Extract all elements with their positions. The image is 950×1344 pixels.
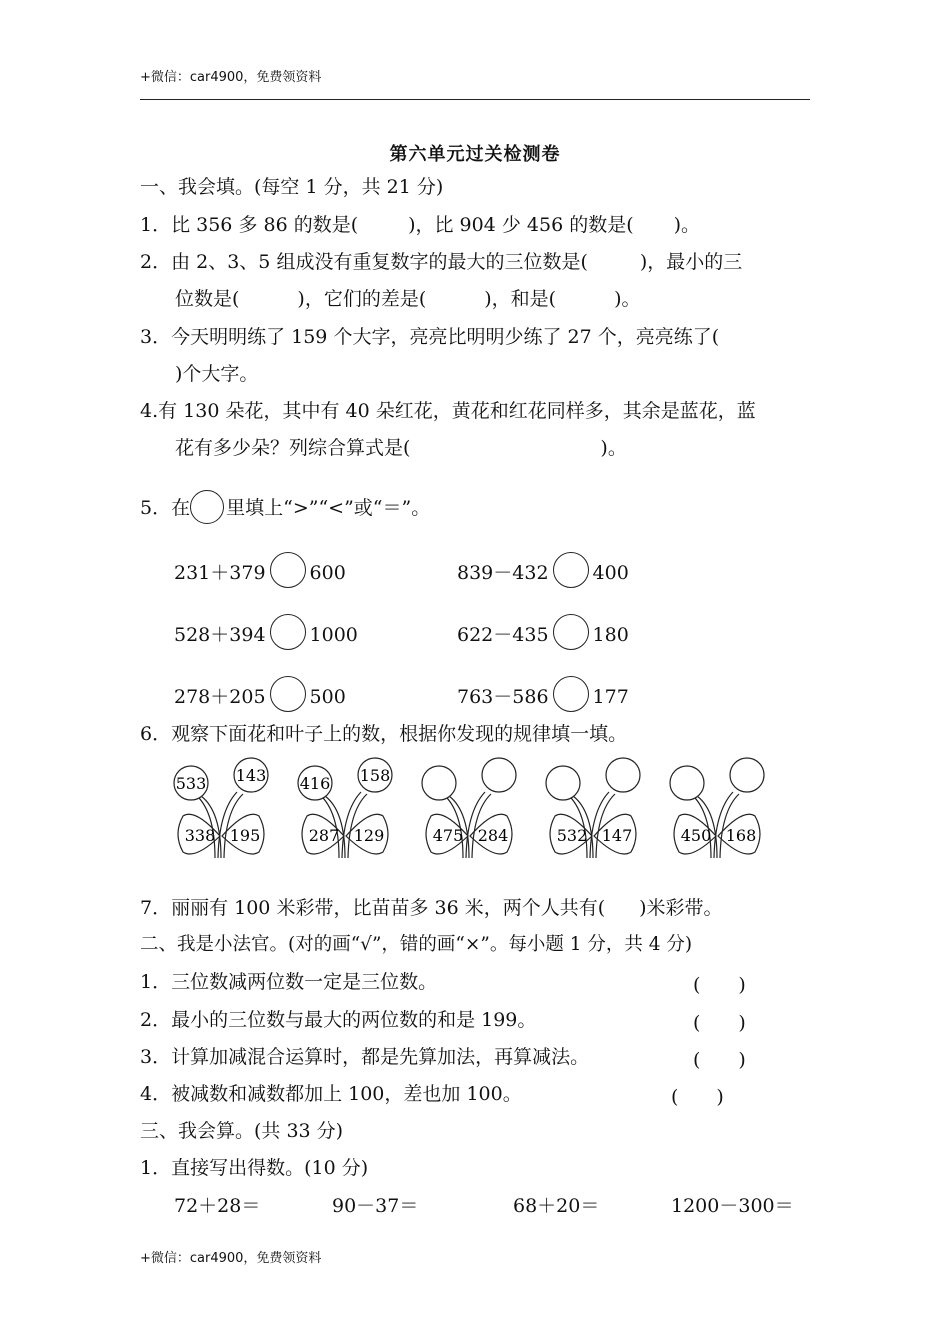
flower-2-left-leaf-value: 287 bbox=[308, 826, 340, 845]
q2-text-e: )，和是( bbox=[484, 288, 557, 310]
flower-5-right-leaf-value: 168 bbox=[725, 826, 757, 845]
q-num: 4． bbox=[140, 1083, 172, 1105]
flower-1-left-leaf-value: 338 bbox=[184, 826, 216, 845]
flower-pattern-figure bbox=[165, 756, 805, 866]
calc-expr: 72＋28＝ bbox=[174, 1195, 261, 1217]
q-num: 2． bbox=[140, 1009, 172, 1031]
expression: 622－435 bbox=[457, 624, 549, 646]
compare-row-3-left bbox=[174, 676, 346, 720]
q-num: 1． bbox=[140, 971, 172, 993]
value: 400 bbox=[592, 562, 629, 584]
q4-text-c: )。 bbox=[600, 437, 627, 459]
q4-text-b: 花有多少朵？列综合算式是( bbox=[175, 437, 411, 459]
q2-text-b: )，最小的三 bbox=[639, 251, 743, 273]
q-num: 5． bbox=[140, 497, 172, 519]
expression: 839－432 bbox=[457, 562, 549, 584]
compare-row-1-right bbox=[457, 552, 629, 596]
expression: 763－586 bbox=[457, 686, 549, 708]
question-2-line1 bbox=[140, 250, 742, 274]
flower-5-left-leaf-value: 450 bbox=[680, 826, 712, 845]
question-1 bbox=[140, 213, 700, 237]
compare-row-3-right bbox=[457, 676, 629, 720]
flower-2-left-blossom-value: 416 bbox=[299, 774, 331, 793]
judge-text: 计算加减混合运算时，都是先算加法，再算减法。 bbox=[171, 1046, 590, 1068]
question-3-line2: )个大字。 bbox=[175, 363, 259, 385]
expression: 278＋205 bbox=[174, 686, 266, 708]
judge-answer-paren[interactable]: ( ) bbox=[671, 1086, 724, 1108]
flower-3-right-leaf-value: 284 bbox=[477, 826, 509, 845]
q-num: 4. bbox=[140, 400, 159, 422]
judge-item-2 bbox=[140, 1008, 536, 1032]
flower-5-right-blossom bbox=[730, 758, 764, 792]
header-watermark: +微信：car4900，免费领资料 bbox=[140, 70, 322, 85]
flower-1-right-leaf-value: 195 bbox=[229, 826, 261, 845]
question-7 bbox=[140, 896, 723, 920]
footer-watermark: +微信：car4900，免费领资料 bbox=[140, 1251, 322, 1266]
compare-circle[interactable] bbox=[270, 552, 306, 588]
flower-3-left-leaf-value: 475 bbox=[432, 826, 464, 845]
flower-3-left-blossom bbox=[422, 766, 456, 800]
q-num: 1． bbox=[140, 214, 172, 236]
value: 500 bbox=[309, 686, 346, 708]
flower-4-left-leaf-value: 532 bbox=[556, 826, 588, 845]
q1-text-b: )，比 904 少 456 的数是( bbox=[408, 214, 634, 236]
question-2-line2 bbox=[175, 287, 641, 311]
value: 1000 bbox=[309, 624, 358, 646]
question-6 bbox=[140, 722, 627, 746]
flower-1-right-blossom-value: 143 bbox=[235, 766, 267, 785]
header-rule bbox=[140, 99, 810, 100]
value: 180 bbox=[592, 624, 629, 646]
calc-expr: 68＋20＝ bbox=[513, 1195, 600, 1217]
q-num: 7． bbox=[140, 897, 172, 919]
judge-text: 三位数减两位数一定是三位数。 bbox=[171, 971, 438, 993]
judge-item-4 bbox=[140, 1082, 522, 1106]
q6-text: 观察下面花和叶子上的数，根据你发现的规律填一填。 bbox=[171, 723, 628, 745]
compare-row-2-left bbox=[174, 614, 358, 658]
compare-row-2-right bbox=[457, 614, 629, 658]
q5-text-b: 里填上“>”“<”或“＝”。 bbox=[226, 497, 431, 519]
section1-heading: 一、我会填。(每空 1 分，共 21 分) bbox=[140, 176, 444, 198]
q-num: 3． bbox=[140, 326, 172, 348]
value: 177 bbox=[592, 686, 629, 708]
question-4-line1 bbox=[140, 399, 756, 423]
judge-answer-paren[interactable]: ( ) bbox=[693, 974, 746, 996]
q-num: 6． bbox=[140, 723, 172, 745]
flower-4-left-blossom bbox=[546, 766, 580, 800]
flower-5-left-blossom bbox=[670, 766, 704, 800]
judge-text: 最小的三位数与最大的两位数的和是 199。 bbox=[171, 1009, 537, 1031]
q2-text-d: )，它们的差是( bbox=[297, 288, 427, 310]
q-num: 3． bbox=[140, 1046, 172, 1068]
compare-circle[interactable] bbox=[553, 552, 589, 588]
flower-4-right-leaf-value: 147 bbox=[601, 826, 633, 845]
judge-item-1 bbox=[140, 970, 437, 994]
compare-circle[interactable] bbox=[553, 676, 589, 712]
flower-2-right-leaf-value: 129 bbox=[353, 826, 385, 845]
question-3-line1 bbox=[140, 325, 719, 349]
calc-text: 直接写出得数。(10 分) bbox=[171, 1157, 369, 1179]
judge-answer-paren[interactable]: ( ) bbox=[693, 1049, 746, 1071]
judge-text: 被减数和减数都加上 100，差也加 100。 bbox=[171, 1083, 522, 1105]
q7-text-a: 丽丽有 100 米彩带，比苗苗多 36 米，两个人共有( bbox=[171, 897, 606, 919]
section2-heading: 二、我是小法官。(对的画“√”，错的画“×”。每小题 1 分，共 4 分) bbox=[140, 934, 693, 955]
q2-text-c: 位数是( bbox=[175, 288, 240, 310]
judge-item-3 bbox=[140, 1045, 589, 1069]
compare-circle-icon bbox=[190, 490, 224, 524]
calc-expr: 1200－300＝ bbox=[671, 1195, 794, 1217]
q4-text-a: 有 130 朵花，其中有 40 朵红花，黄花和红花同样多，其余是蓝花，蓝 bbox=[158, 400, 756, 422]
q3-text-a: 今天明明练了 159 个大字，亮亮比明明少练了 27 个，亮亮练了( bbox=[171, 326, 720, 348]
q2-text-f: )。 bbox=[614, 288, 641, 310]
page-title: 第六单元过关检测卷 bbox=[389, 144, 561, 165]
flower-3-right-blossom bbox=[482, 758, 516, 792]
section3-heading: 三、我会算。(共 33 分) bbox=[140, 1120, 344, 1142]
q7-text-b: )米彩带。 bbox=[639, 897, 723, 919]
expression: 231＋379 bbox=[174, 562, 266, 584]
compare-circle[interactable] bbox=[270, 614, 306, 650]
q-num: 2． bbox=[140, 251, 172, 273]
flower-2-right-blossom-value: 158 bbox=[359, 766, 391, 785]
expression: 528＋394 bbox=[174, 624, 266, 646]
value: 600 bbox=[309, 562, 346, 584]
q5-text-a: 在 bbox=[171, 497, 191, 519]
q1-text-c: )。 bbox=[673, 214, 701, 236]
flower-4-right-blossom bbox=[606, 758, 640, 792]
calc-expr: 90－37＝ bbox=[332, 1195, 419, 1217]
q2-text-a: 由 2、3、5 组成没有重复数字的最大的三位数是( bbox=[171, 251, 588, 273]
flower-1-left-blossom-value: 533 bbox=[175, 774, 207, 793]
compare-circle[interactable] bbox=[553, 614, 589, 650]
question-5 bbox=[140, 490, 430, 528]
q-num: 1． bbox=[140, 1157, 172, 1179]
compare-row-1-left bbox=[174, 552, 346, 596]
judge-answer-paren[interactable]: ( ) bbox=[693, 1012, 746, 1034]
q1-text-a: 比 356 多 86 的数是( bbox=[171, 214, 359, 236]
question-4-line2 bbox=[175, 436, 627, 460]
compare-circle[interactable] bbox=[270, 676, 306, 712]
calc-question-1 bbox=[140, 1156, 368, 1180]
